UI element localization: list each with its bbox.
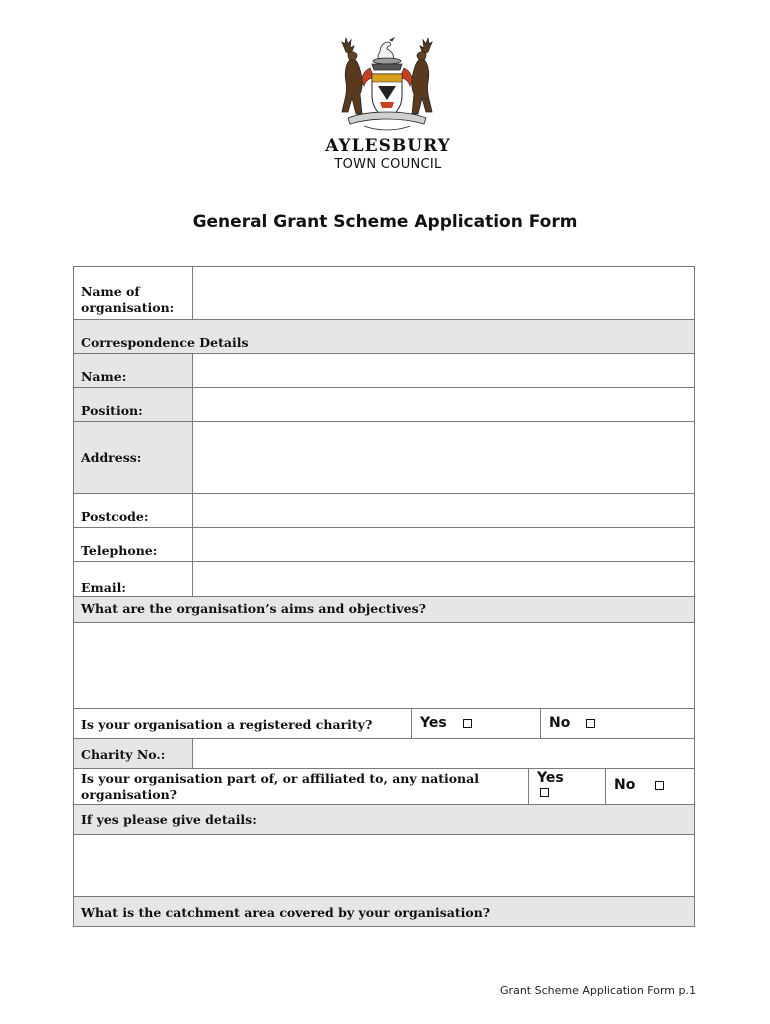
charity-yes-label: Yes — [420, 715, 447, 731]
field-if-yes-answer[interactable] — [74, 835, 694, 896]
row-position — [74, 387, 694, 421]
field-postcode[interactable] — [193, 494, 694, 527]
label-postcode: Postcode: — [74, 494, 193, 527]
row-correspondence-details — [74, 319, 694, 353]
row-catchment-area — [74, 896, 694, 926]
national-yes-label: Yes — [537, 770, 564, 786]
field-position[interactable] — [193, 388, 694, 421]
field-aims-answer[interactable] — [74, 623, 694, 708]
label-position: Position: — [74, 388, 193, 421]
row-charity-number — [74, 738, 694, 768]
label-contact-name: Name: — [74, 354, 193, 387]
section-correspondence-details: Correspondence Details — [81, 335, 249, 350]
field-name-of-organisation[interactable] — [193, 267, 694, 319]
field-email[interactable] — [193, 562, 694, 596]
council-name-line1: AYLESBURY — [325, 136, 451, 156]
label-aims-question: What are the organisation’s aims and objectives? — [81, 601, 426, 616]
row-address — [74, 421, 694, 493]
charity-no-option[interactable] — [540, 709, 694, 738]
council-name — [0, 136, 770, 172]
row-name-of-organisation — [74, 267, 694, 319]
council-name-line2: TOWN COUNCIL — [334, 157, 442, 172]
charity-no-checkbox[interactable] — [586, 719, 595, 728]
label-national-organisation: Is your organisation part of, or affiliated to, any national organisation? — [81, 771, 479, 802]
row-national-organisation — [74, 768, 694, 804]
field-address[interactable] — [193, 422, 694, 493]
row-if-yes-details — [74, 804, 694, 834]
field-charity-number[interactable] — [193, 739, 694, 768]
row-if-yes-answer — [74, 834, 694, 896]
national-yes-option[interactable] — [528, 769, 605, 804]
row-aims-question — [74, 596, 694, 622]
charity-yes-checkbox[interactable] — [463, 719, 472, 728]
national-yes-checkbox[interactable] — [540, 788, 549, 797]
label-email: Email: — [74, 562, 193, 596]
row-telephone — [74, 527, 694, 561]
charity-no-label: No — [549, 715, 571, 731]
charity-yes-option[interactable] — [411, 709, 540, 738]
row-postcode — [74, 493, 694, 527]
label-catchment-area: What is the catchment area covered by your organisation? — [81, 904, 491, 920]
label-if-yes-details: If yes please give details: — [81, 811, 257, 827]
form-title: General Grant Scheme Application Form — [192, 212, 578, 232]
label-name-of-organisation: Name of organisation: — [74, 267, 193, 319]
label-telephone: Telephone: — [74, 528, 193, 561]
label-charity-number: Charity No.: — [74, 739, 193, 768]
field-contact-name[interactable] — [193, 354, 694, 387]
council-crest-logo — [334, 34, 440, 138]
field-telephone[interactable] — [193, 528, 694, 561]
row-email — [74, 561, 694, 596]
label-registered-charity: Is your organisation a registered charity? — [81, 716, 373, 732]
row-aims-answer — [74, 622, 694, 708]
page-footer: Grant Scheme Application Form p.1 — [500, 984, 696, 997]
national-no-checkbox[interactable] — [655, 781, 664, 790]
row-registered-charity — [74, 708, 694, 738]
national-no-label: No — [614, 777, 636, 793]
application-form-table — [73, 266, 695, 927]
label-address: Address: — [74, 422, 193, 493]
national-no-option[interactable] — [605, 769, 694, 804]
row-contact-name — [74, 353, 694, 387]
